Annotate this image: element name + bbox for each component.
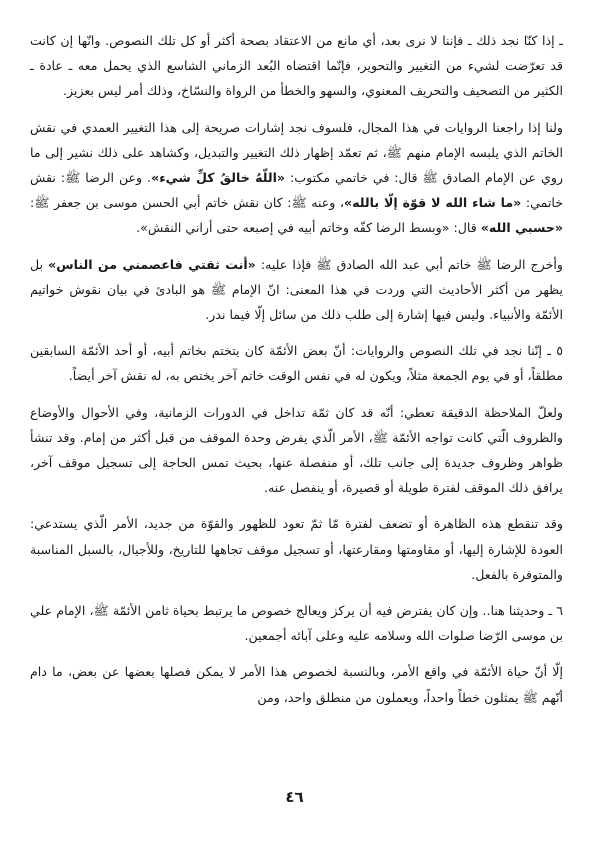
paragraph bbox=[30, 115, 563, 241]
paragraph bbox=[30, 598, 563, 648]
paragraph-text: وقد تنقطع هذه الظاهرة أو تضعف لفترة مّا ثمّ تعود للظهور والقوّة من جديد، الأمر الّذي يستدعي: العودة للإشارة إليها، أو مقاومتها ومقارعتها، أو تسجيل موقف تجاهها للتاريخ، وللأجيال، بالسبل المناسبة والمتوفرة بالفعل. bbox=[30, 516, 563, 582]
paragraph-text: . وعن الرضا ﷺ: نقش خاتمي: bbox=[30, 170, 564, 211]
paragraph-text: بل يظهر من أكثر الأحاديث التي وردت في هذا المعنى: انّ الإمام ﷺ هو البادئ في بيان نقوش خواتيم الأئمّة والأنبياء. وليس فيها إشارة إلى طلب ذلك من سائل إلّا فيما ندر. bbox=[30, 256, 563, 323]
page-number: ٤٦ bbox=[285, 788, 304, 806]
paragraph-text: ـ إذا كنّا نجد ذلك ـ فإننا لا نرى بعد، أي مانع من الاعتقاد بصحة أكثر أو كل تلك النصوص. وانّها إن كانت قد تعرّضت لشيء من التغيير والتحوير، فإنّما اقتضاه البُعد الزماني الشاسع الذي يحمل معه ـ عادة ـ الكثير من التصحيف والتحريف المعنوي، والسهو والخطأ من الرواة والنسّاخ، وذلك أمر ليس بعزيز. bbox=[30, 33, 563, 99]
page-body bbox=[30, 28, 563, 721]
paragraph bbox=[30, 659, 563, 709]
quoted-inscription: «اللّهُ خالقُ كلِّ شيء» bbox=[151, 170, 286, 186]
paragraph-text: وأخرج الرضا ﷺ خاتم أبي عبد الله الصادق ﷺ فإذا عليه: bbox=[255, 256, 563, 272]
quoted-inscription: «ما شاء الله لا قوّة إلّا بالله» bbox=[343, 195, 522, 211]
paragraph-text: ، وعنه ﷺ: كان نقش خاتم أبي الحسن موسى بن جعفر ﷺ: bbox=[30, 195, 344, 211]
paragraph-text: قال: «وبسط الرضا كفّه وخاتم أبيه في إصبعه حتى أراني النقش». bbox=[136, 220, 481, 236]
paragraph bbox=[30, 511, 563, 587]
paragraph-text: ٦ ـ وحديثنا هنا.. وإن كان يفترض فيه أن يركز ويعالج خصوص ما يرتبط بحياة ثامن الأئمّة ﷺ، الإمام علي بن موسى الرّضا صلوات الله وسلامه عليه وعلى آبائه أجمعين. bbox=[30, 603, 563, 644]
paragraph-text: ٥ ـ إنّنا نجد في تلك النصوص والروايات: أنّ بعض الأئمّة كان يتختم بخاتم أبيه، أو أحد الأئمّة السابقين مطلقاً، أو في يوم الجمعة مثلاً، ويكون له في نفس الوقت خاتم آخر يختص به، له نقش آخر أيضاً. bbox=[30, 343, 563, 384]
paragraph-text: إلّا أنّ حياة الأئمّة في واقع الأمر، وبالنسبة لخصوص هذا الأمر لا يمكن فصلها بعضها عن بعض، ما دام أنّهم ﷺ يمثلون خطاً واحداً، ويعملون من منطلق واحد، ومن bbox=[30, 664, 563, 705]
paragraph-text: ولعلّ الملاحظة الدقيقة تعطي: أنّه قد كان ثمّة تداخل في الدورات الزمانية، وفي الأحوال والأوضاع والظروف الّتي كانت تواجه الأئمّة ﷺ، الأمر الّذي يفرض وحدة الموقف من قبل أكثر من إمام. وقد تنشأ ظواهر وظروف جديدة إلى جانب تلك، أو منفصلة عنها، بحيث تمس الحاجة إلى تسجيل موقف آخر، يرافق ذلك الموقف لفترة طويلة أو قصيرة، أو ينفصل عنه. bbox=[30, 404, 563, 496]
paragraph bbox=[30, 338, 563, 388]
quoted-inscription: «حسبي الله» bbox=[480, 220, 563, 236]
paragraph bbox=[30, 28, 563, 104]
paragraph bbox=[30, 252, 563, 328]
paragraph bbox=[30, 400, 563, 501]
quoted-inscription: «أنت ثقتي فاعصمني من الناس» bbox=[48, 256, 256, 272]
paragraph-text: ولنا إذا راجعنا الروايات في هذا المجال، فلسوف نجد إشارات صريحة إلى هذا التغيير العمدي في نقش الخاتم الذي يلبسه الإمام منهم ﷺ، ثم تعمّد إظهار ذلك التغيير والتبديل، وكشاهد على ذلك نشير إلى ما روي عن الإمام الصادق ﷺ قال: في خاتمي مكتوب: bbox=[30, 119, 563, 186]
